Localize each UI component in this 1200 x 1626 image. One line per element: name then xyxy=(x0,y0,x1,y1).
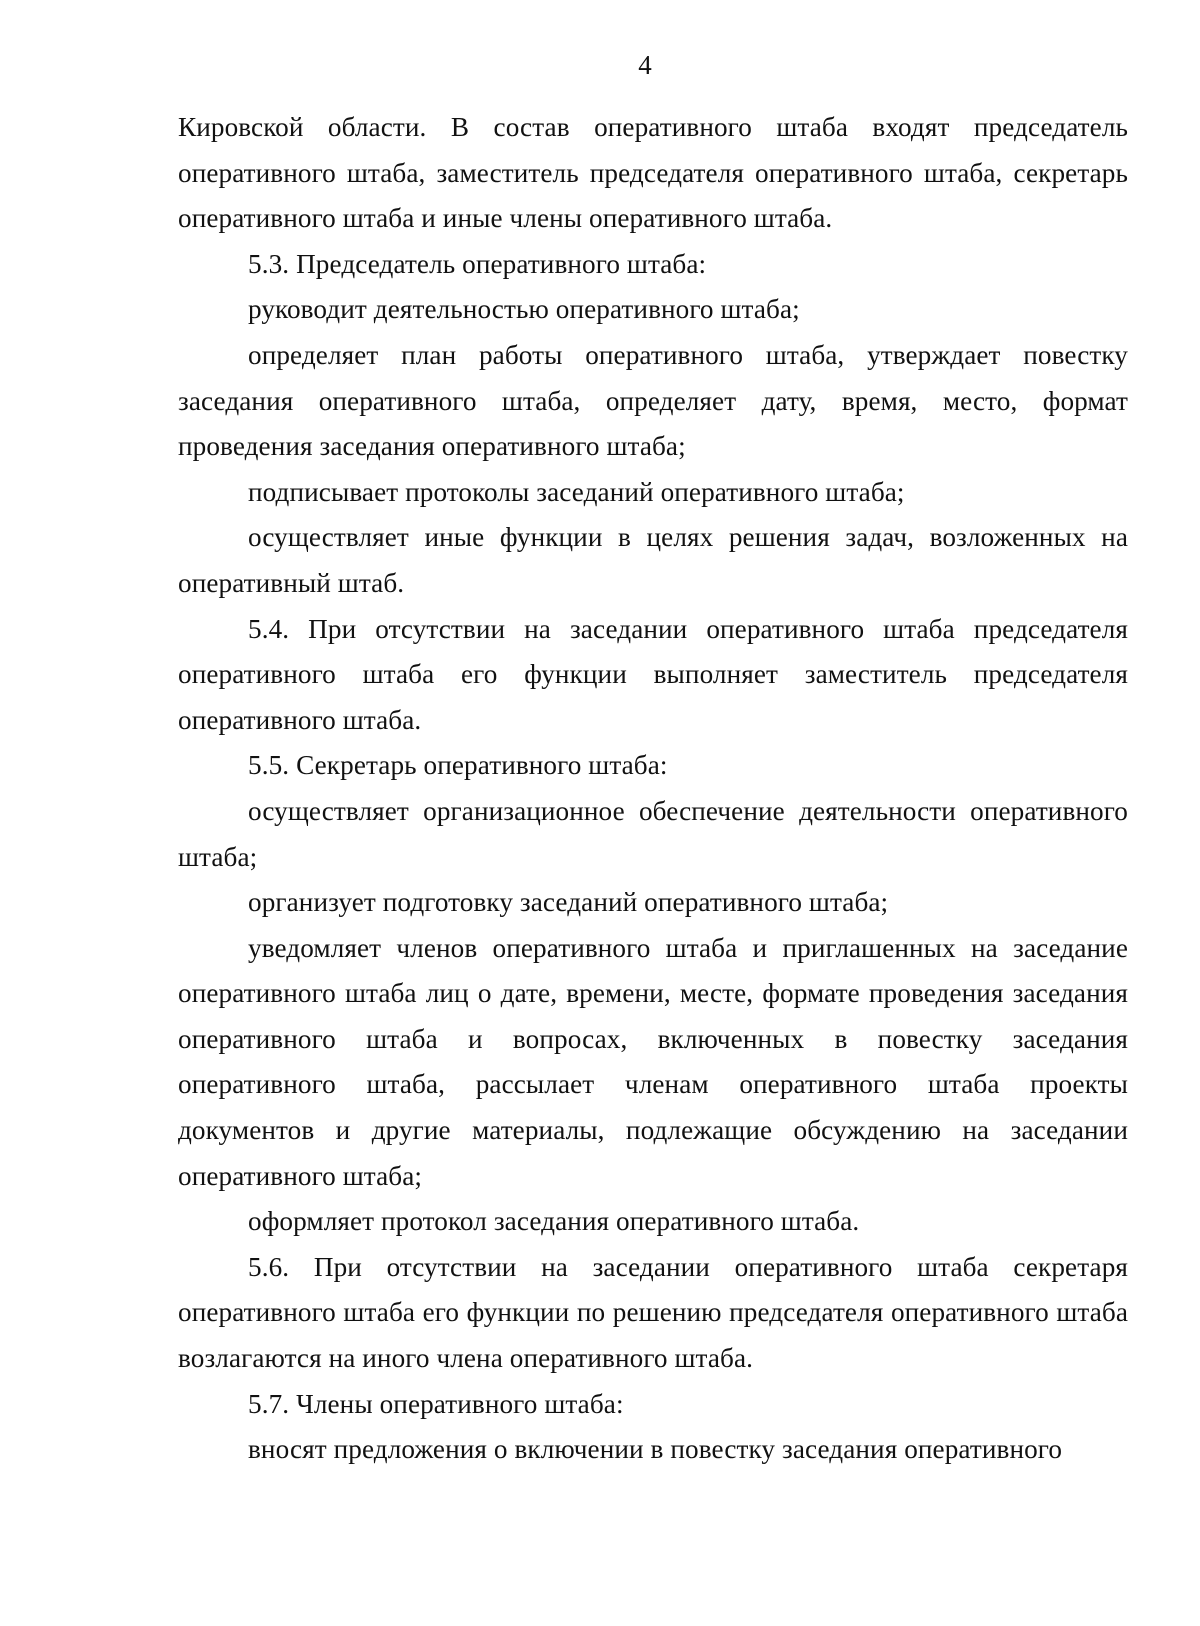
page-number: 4 xyxy=(638,50,652,80)
list-item: уведомляет членов оперативного штаба и приглашенных на заседание оперативного штаба лиц о дате, времени, месте, формате проведения заседания оперативного штаба и вопросах, включенных в повестку заседания оперативного штаба, рассылает членам оперативного штаба проекты документов и другие материалы, подлежащие обсуждению на заседании оперативного штаба; xyxy=(178,932,1128,1191)
list-item: организует подготовку заседаний оперативного штаба; xyxy=(248,887,889,918)
list-item: вносят предложения о включении в повестку заседания оперативного xyxy=(248,1434,1063,1465)
list-item: руководит деятельностью оперативного штаба; xyxy=(248,294,800,325)
document-body xyxy=(178,105,1128,1473)
section-heading-5-5: 5.5. Секретарь оперативного штаба: xyxy=(248,750,668,781)
section-paragraph-5-4: 5.4. При отсутствии на заседании оперативного штаба председателя оперативного штаба его функции выполняет заместитель председателя оперативного штаба. xyxy=(178,613,1128,735)
list-item: осуществляет организационное обеспечение деятельности оперативного штаба; xyxy=(178,795,1128,872)
list-item: оформляет протокол заседания оперативного штаба. xyxy=(248,1206,860,1237)
section-heading-5-7: 5.7. Члены оперативного штаба: xyxy=(248,1388,624,1419)
list-item: осуществляет иные функции в целях решения задач, возложенных на оперативный штаб. xyxy=(178,522,1128,598)
section-heading-5-3: 5.3. Председатель оперативного штаба: xyxy=(248,248,707,279)
paragraph-continuation: Кировской области. В состав оперативного штаба входят председатель оперативного штаба, заместитель председателя оперативного штаба, секретарь оперативного штаба и иные члены оперативного штаба. xyxy=(178,112,1128,234)
list-item: определяет план работы оперативного штаба, утверждает повестку заседания оперативного штаба, определяет дату, время, место, формат проведения заседания оперативного штаба; xyxy=(178,339,1128,462)
section-paragraph-5-6: 5.6. При отсутствии на заседании оперативного штаба секретаря оперативного штаба его функции по решению председателя оперативного штаба возлагаются на иного члена оперативного штаба. xyxy=(178,1251,1128,1374)
list-item: подписывает протоколы заседаний оперативного штаба; xyxy=(248,476,905,507)
